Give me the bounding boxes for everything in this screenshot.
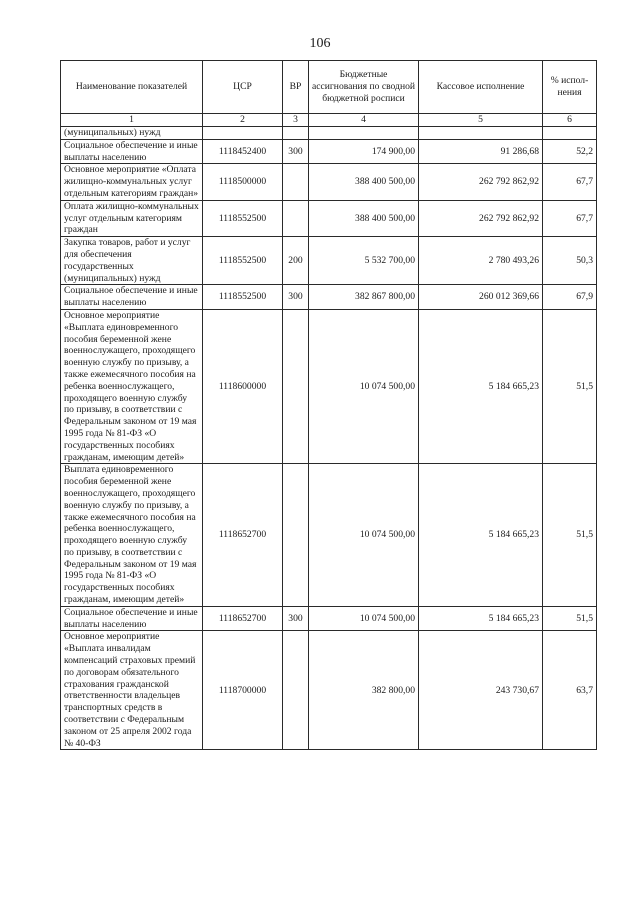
header-row [61,61,597,114]
row-budget-cell: 5 532 700,00 [309,237,419,285]
row-name-cell: Социальное обеспечение и иные выплаты населению [61,285,203,310]
row-cash-cell: 260 012 369,66 [419,285,543,310]
col-header-name: Наименование показателей [61,61,203,114]
row-cash-cell [419,127,543,140]
row-cash-cell: 5 184 665,23 [419,464,543,607]
row-vr-cell: 300 [283,285,309,310]
row-percent-cell: 63,7 [543,631,597,750]
col-header-vr: ВР [283,61,309,114]
row-cash-cell: 262 792 862,92 [419,200,543,236]
col-header-csr: ЦСР [203,61,283,114]
row-cash-cell: 5 184 665,23 [419,606,543,631]
row-vr-cell [283,464,309,607]
row-budget-cell: 388 400 500,00 [309,164,419,200]
col-number: 6 [543,114,597,127]
row-budget-cell: 388 400 500,00 [309,200,419,236]
row-name-cell: Социальное обеспечение и иные выплаты населению [61,606,203,631]
table-row [61,631,597,750]
row-csr-cell: 1118700000 [203,631,283,750]
row-percent-cell: 67,9 [543,285,597,310]
row-name-cell: Основное мероприятие «Выплата инвалидам компенсаций страховых премий по договорам обязательного страхования гражданской ответственности владельцев транспортных средств в соответствии с Федеральным законом от 25 апреля 2002 года № 40-ФЗ [61,631,203,750]
row-csr-cell: 1118500000 [203,164,283,200]
row-percent-cell: 51,5 [543,309,597,463]
row-name-cell: Закупка товаров, работ и услуг для обеспечения государственных (муниципальных) нужд [61,237,203,285]
row-percent-cell: 52,2 [543,139,597,164]
col-header-percent: % испол-нения [543,61,597,114]
budget-execution-table [60,60,597,750]
column-number-row [61,114,597,127]
row-budget-cell: 10 074 500,00 [309,606,419,631]
row-cash-cell: 262 792 862,92 [419,164,543,200]
row-cash-cell: 5 184 665,23 [419,309,543,463]
row-name-cell: (муниципальных) нужд [61,127,203,140]
row-vr-cell [283,127,309,140]
row-vr-cell [283,309,309,463]
row-cash-cell: 91 286,68 [419,139,543,164]
row-percent-cell: 67,7 [543,164,597,200]
row-csr-cell: 1118552500 [203,237,283,285]
row-csr-cell: 1118652700 [203,464,283,607]
row-csr-cell: 1118552500 [203,285,283,310]
table-row [61,200,597,236]
table-row [61,285,597,310]
row-vr-cell [283,200,309,236]
row-name-cell: Социальное обеспечение и иные выплаты населению [61,139,203,164]
col-number: 3 [283,114,309,127]
row-budget-cell: 382 800,00 [309,631,419,750]
col-number: 2 [203,114,283,127]
row-percent-cell: 51,5 [543,606,597,631]
row-budget-cell: 10 074 500,00 [309,464,419,607]
row-budget-cell: 10 074 500,00 [309,309,419,463]
row-name-cell: Основное мероприятие «Выплата единовременного пособия беременной жене военнослужащего, проходящего военную службу по призыву, а также ежемесячного пособия на ребенка военнослужащего, проходящего военную службу по призыву, в соответствии с Федеральным законом от 19 мая 1995 года № 81-ФЗ «О государственных пособиях гражданам, имеющим детей» [61,309,203,463]
table-row [61,606,597,631]
table-row [61,164,597,200]
table-row [61,464,597,607]
row-csr-cell: 1118652700 [203,606,283,631]
row-percent-cell [543,127,597,140]
table-row [61,237,597,285]
page-number: 106 [309,36,331,51]
row-csr-cell: 1118452400 [203,139,283,164]
row-name-cell: Основное мероприятие «Оплата жилищно-коммунальных услуг отдельным категориям граждан» [61,164,203,200]
table-body [61,127,597,750]
table-row [61,139,597,164]
row-cash-cell: 2 780 493,26 [419,237,543,285]
row-cash-cell: 243 730,67 [419,631,543,750]
row-percent-cell: 51,5 [543,464,597,607]
col-header-budget: Бюджетные ассигнования по сводной бюджетной росписи [309,61,419,114]
row-budget-cell [309,127,419,140]
row-vr-cell: 300 [283,606,309,631]
row-vr-cell [283,631,309,750]
row-name-cell: Оплата жилищно-коммунальных услуг отдельным категориям граждан [61,200,203,236]
table-row [61,127,597,140]
col-header-cash: Кассовое исполнение [419,61,543,114]
col-number: 4 [309,114,419,127]
col-number: 5 [419,114,543,127]
row-budget-cell: 174 900,00 [309,139,419,164]
row-vr-cell [283,164,309,200]
row-csr-cell [203,127,283,140]
col-number: 1 [61,114,203,127]
row-name-cell: Выплата единовременного пособия беременной жене военнослужащего, проходящего военную службу по призыву, а также ежемесячного пособия на ребенка военнослужащего, проходящего военную службу по призыву, в соответствии с Федеральным законом от 19 мая 1995 года № 81-ФЗ «О государственных пособиях гражданам, имеющим детей» [61,464,203,607]
row-csr-cell: 1118600000 [203,309,283,463]
row-percent-cell: 67,7 [543,200,597,236]
row-vr-cell: 200 [283,237,309,285]
row-budget-cell: 382 867 800,00 [309,285,419,310]
table-row [61,309,597,463]
row-vr-cell: 300 [283,139,309,164]
row-csr-cell: 1118552500 [203,200,283,236]
row-percent-cell: 50,3 [543,237,597,285]
